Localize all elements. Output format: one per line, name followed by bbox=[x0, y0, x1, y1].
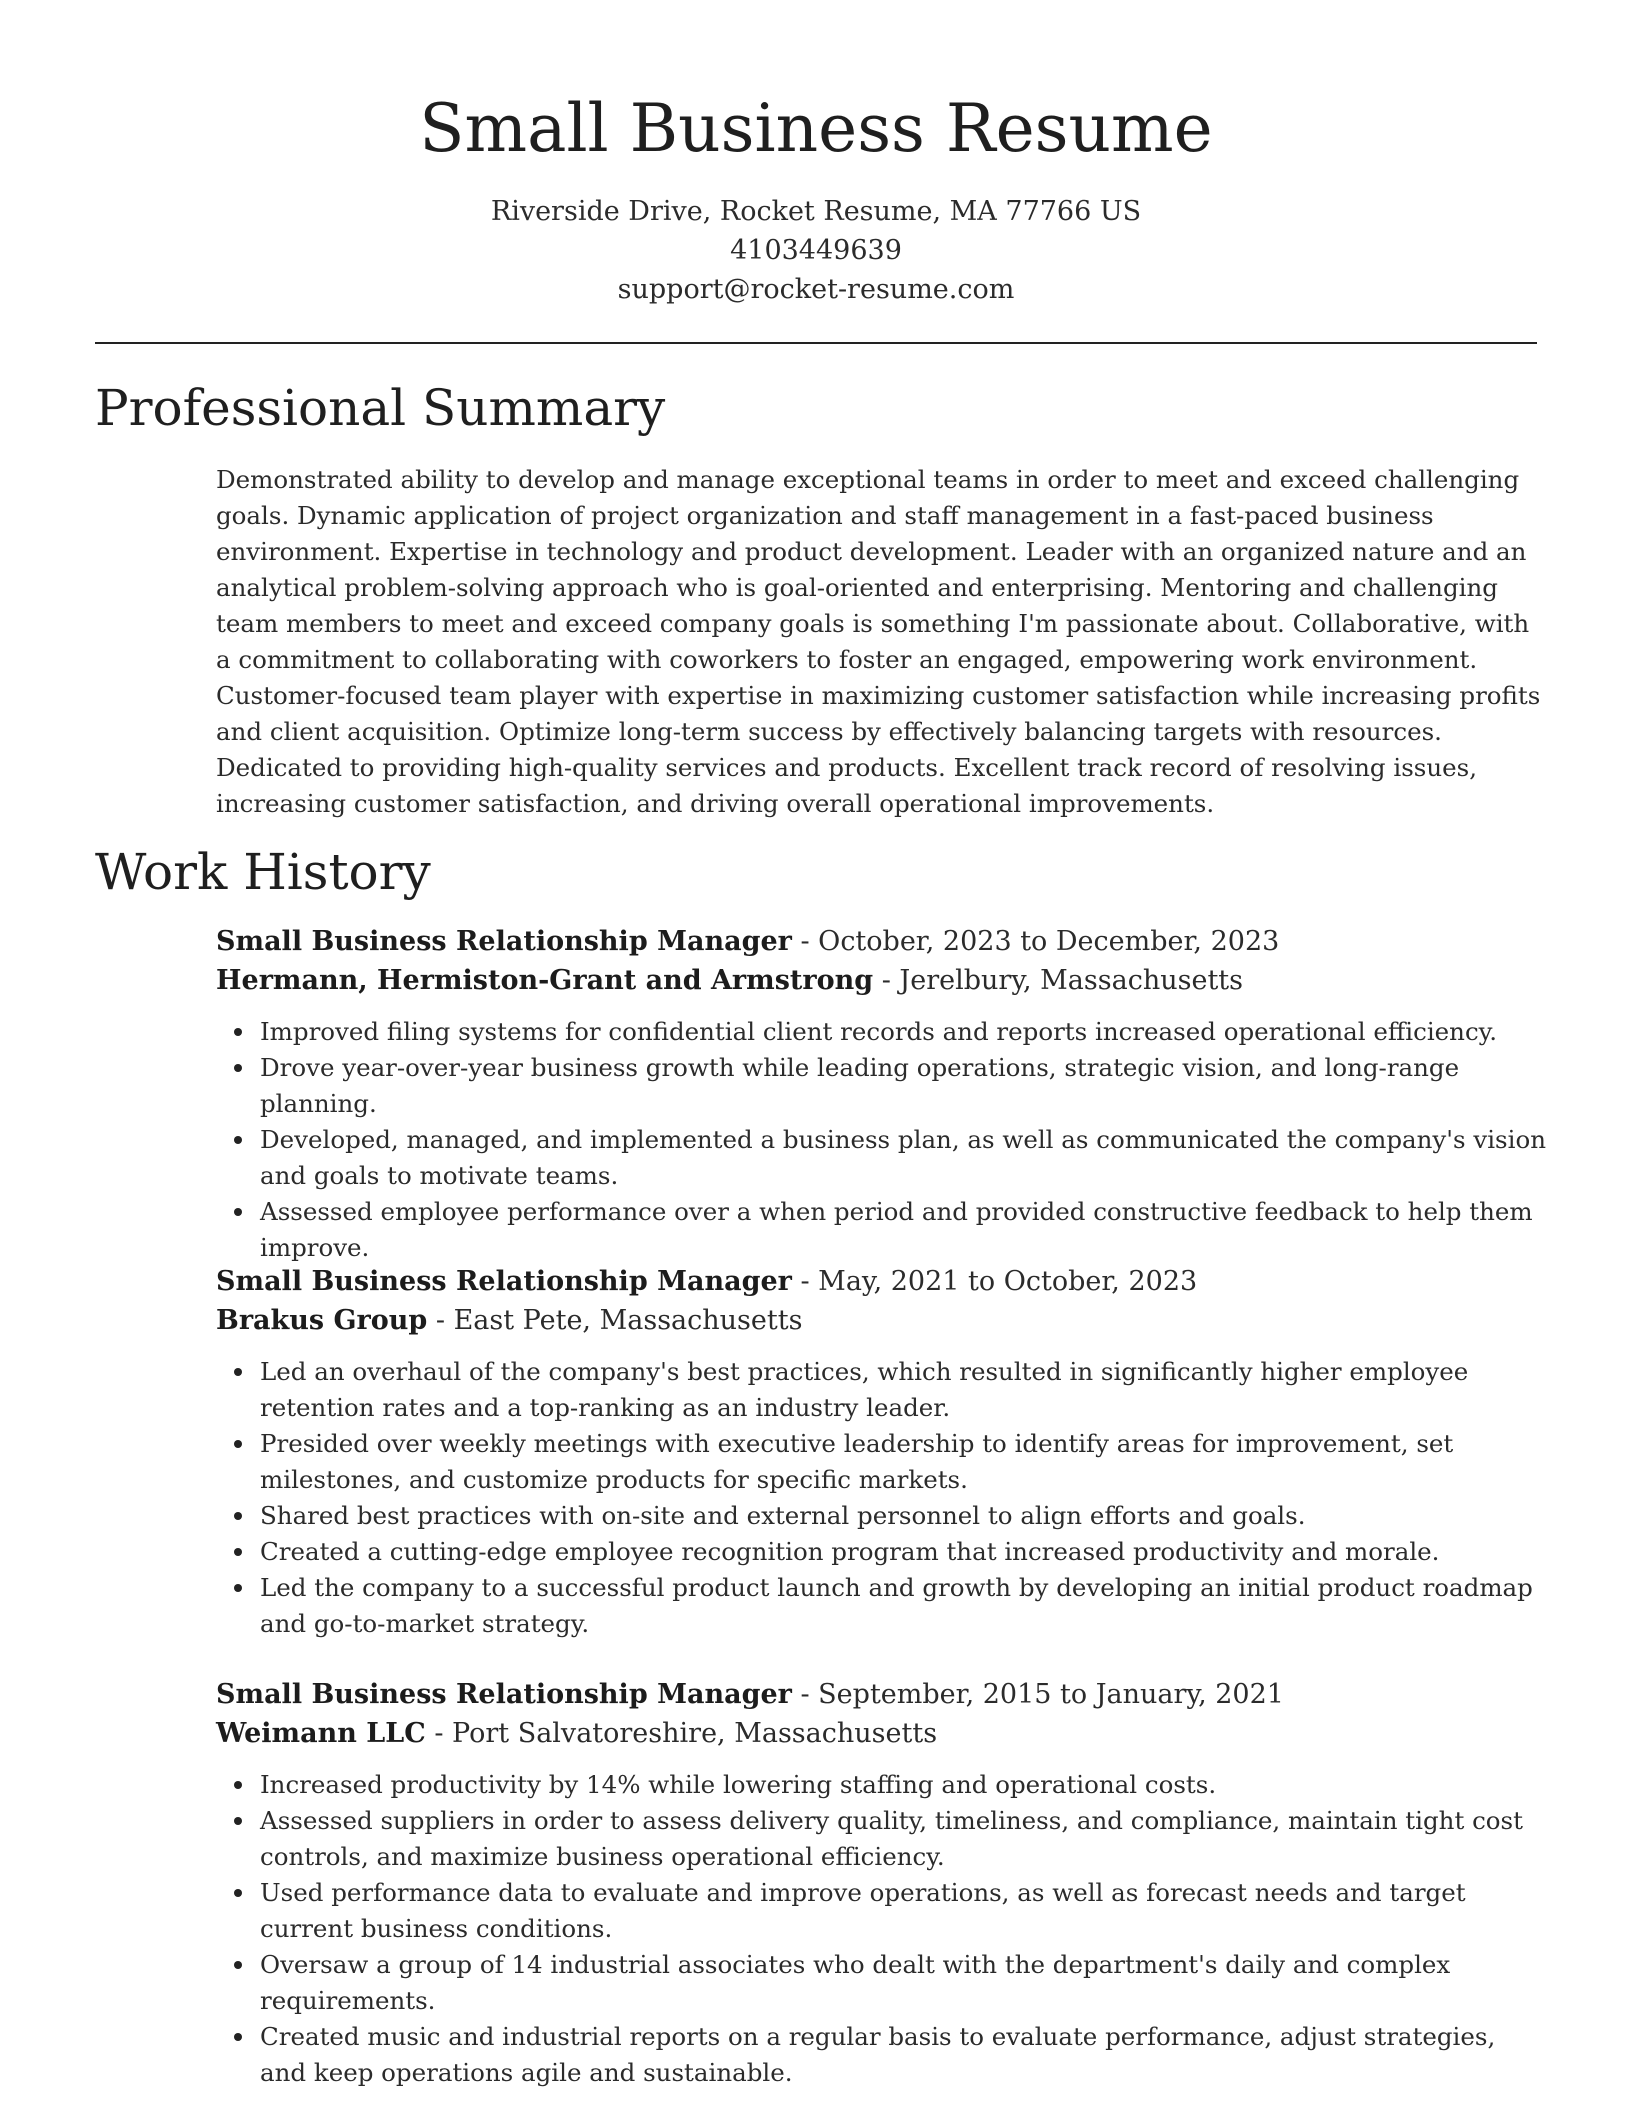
professional-summary-text: Demonstrated ability to develop and manage exceptional teams in order to meet and exceed challenging goals. Dynamic application of project organization and staff management in a fast-paced business environment. Expertise in technology and product development. Leader with an organized nature and an analytical problem-solving approach who is goal-oriented and enterprising. Mentoring and challenging team members to meet and exceed company goals is something I'm passionate about. Collaborative, with a commitment to collaborating with coworkers to foster an engaged, empowering work environment. Customer-focused team player with expertise in maximizing customer satisfaction while increasing profits and client acquisition. Optimize long-term success by effectively balancing targets with resources. Dedicated to providing high-quality services and products. Excellent track record of resolving issues, increasing customer satisfaction, and driving overall operational improvements. bbox=[216, 465, 1541, 818]
job-bullet: Improved filing systems for confidential client records and reports increased operational efficiency. bbox=[260, 1014, 1546, 1050]
job-role: Small Business Relationship Manager bbox=[216, 1679, 792, 1710]
work-history-heading: Work History bbox=[95, 843, 431, 901]
job-company-line bbox=[216, 1301, 1546, 1340]
job-company: Hermann, Hermiston-Grant and Armstrong bbox=[216, 965, 874, 996]
job-entry bbox=[216, 922, 1546, 1266]
job-dates: - September, 2015 to January, 2021 bbox=[791, 1679, 1284, 1710]
job-company: Weimann LLC bbox=[216, 1718, 426, 1749]
address-text: Riverside Drive, Rocket Resume, MA 77766 US bbox=[490, 196, 1142, 227]
contact-info bbox=[95, 192, 1537, 309]
job-bullet: Presided over weekly meetings with executive leadership to identify areas for improvement, set milestones, and customize products for specific markets. bbox=[260, 1426, 1546, 1498]
job-bullet: Created a cutting-edge employee recognition program that increased productivity and morale. bbox=[260, 1534, 1546, 1570]
job-company: Brakus Group bbox=[216, 1305, 428, 1336]
job-title-line bbox=[216, 1675, 1546, 1714]
job-bullet: Assessed suppliers in order to assess delivery quality, timeliness, and compliance, maintain tight cost controls, and maximize business operational efficiency. bbox=[260, 1803, 1546, 1875]
job-entry bbox=[216, 1262, 1546, 1642]
job-bullet: Drove year-over-year business growth while leading operations, strategic vision, and long-range planning. bbox=[260, 1050, 1546, 1122]
job-location: - East Pete, Massachusetts bbox=[427, 1305, 803, 1336]
job-dates: - May, 2021 to October, 2023 bbox=[791, 1266, 1198, 1297]
job-bullet: Developed, managed, and implemented a business plan, as well as communicated the company's vision and goals to motivate teams. bbox=[260, 1122, 1546, 1194]
job-entry bbox=[216, 1675, 1546, 2091]
job-bullet-list bbox=[216, 1014, 1546, 1266]
job-company-line bbox=[216, 1714, 1546, 1753]
job-bullet: Created music and industrial reports on a regular basis to evaluate performance, adjust strategies, and keep operations agile and sustainable. bbox=[260, 2019, 1546, 2091]
job-role: Small Business Relationship Manager bbox=[216, 1266, 792, 1297]
job-bullet: Led an overhaul of the company's best practices, which resulted in significantly higher employee retention rates and a top-ranking as an industry leader. bbox=[260, 1354, 1546, 1426]
job-bullet: Oversaw a group of 14 industrial associates who dealt with the department's daily and complex requirements. bbox=[260, 1947, 1546, 2019]
professional-summary-heading: Professional Summary bbox=[95, 379, 666, 437]
job-title-line bbox=[216, 922, 1546, 961]
job-bullet: Used performance data to evaluate and improve operations, as well as forecast needs and target current business conditions. bbox=[260, 1875, 1546, 1947]
job-bullet: Assessed employee performance over a when period and provided constructive feedback to help them improve. bbox=[260, 1194, 1546, 1266]
job-title-line bbox=[216, 1262, 1546, 1301]
job-bullet-list bbox=[216, 1767, 1546, 2091]
job-role: Small Business Relationship Manager bbox=[216, 926, 792, 957]
resume-header bbox=[95, 84, 1537, 309]
job-company-line bbox=[216, 961, 1546, 1000]
job-bullet: Increased productivity by 14% while lowering staffing and operational costs. bbox=[260, 1767, 1546, 1803]
job-bullet: Led the company to a successful product launch and growth by developing an initial product roadmap and go-to-market strategy. bbox=[260, 1570, 1546, 1642]
header-divider bbox=[95, 342, 1537, 344]
email-link[interactable]: support@rocket-resume.com bbox=[617, 274, 1015, 305]
job-bullet-list bbox=[216, 1354, 1546, 1642]
phone-text: 4103449639 bbox=[730, 235, 902, 266]
resume-title: Small Business Resume bbox=[419, 90, 1213, 167]
job-location: - Port Salvatoreshire, Massachusetts bbox=[425, 1718, 938, 1749]
job-location: - Jerelbury, Massachusetts bbox=[873, 965, 1244, 996]
job-dates: - October, 2023 to December, 2023 bbox=[791, 926, 1280, 957]
job-bullet: Shared best practices with on-site and external personnel to align efforts and goals. bbox=[260, 1498, 1546, 1534]
